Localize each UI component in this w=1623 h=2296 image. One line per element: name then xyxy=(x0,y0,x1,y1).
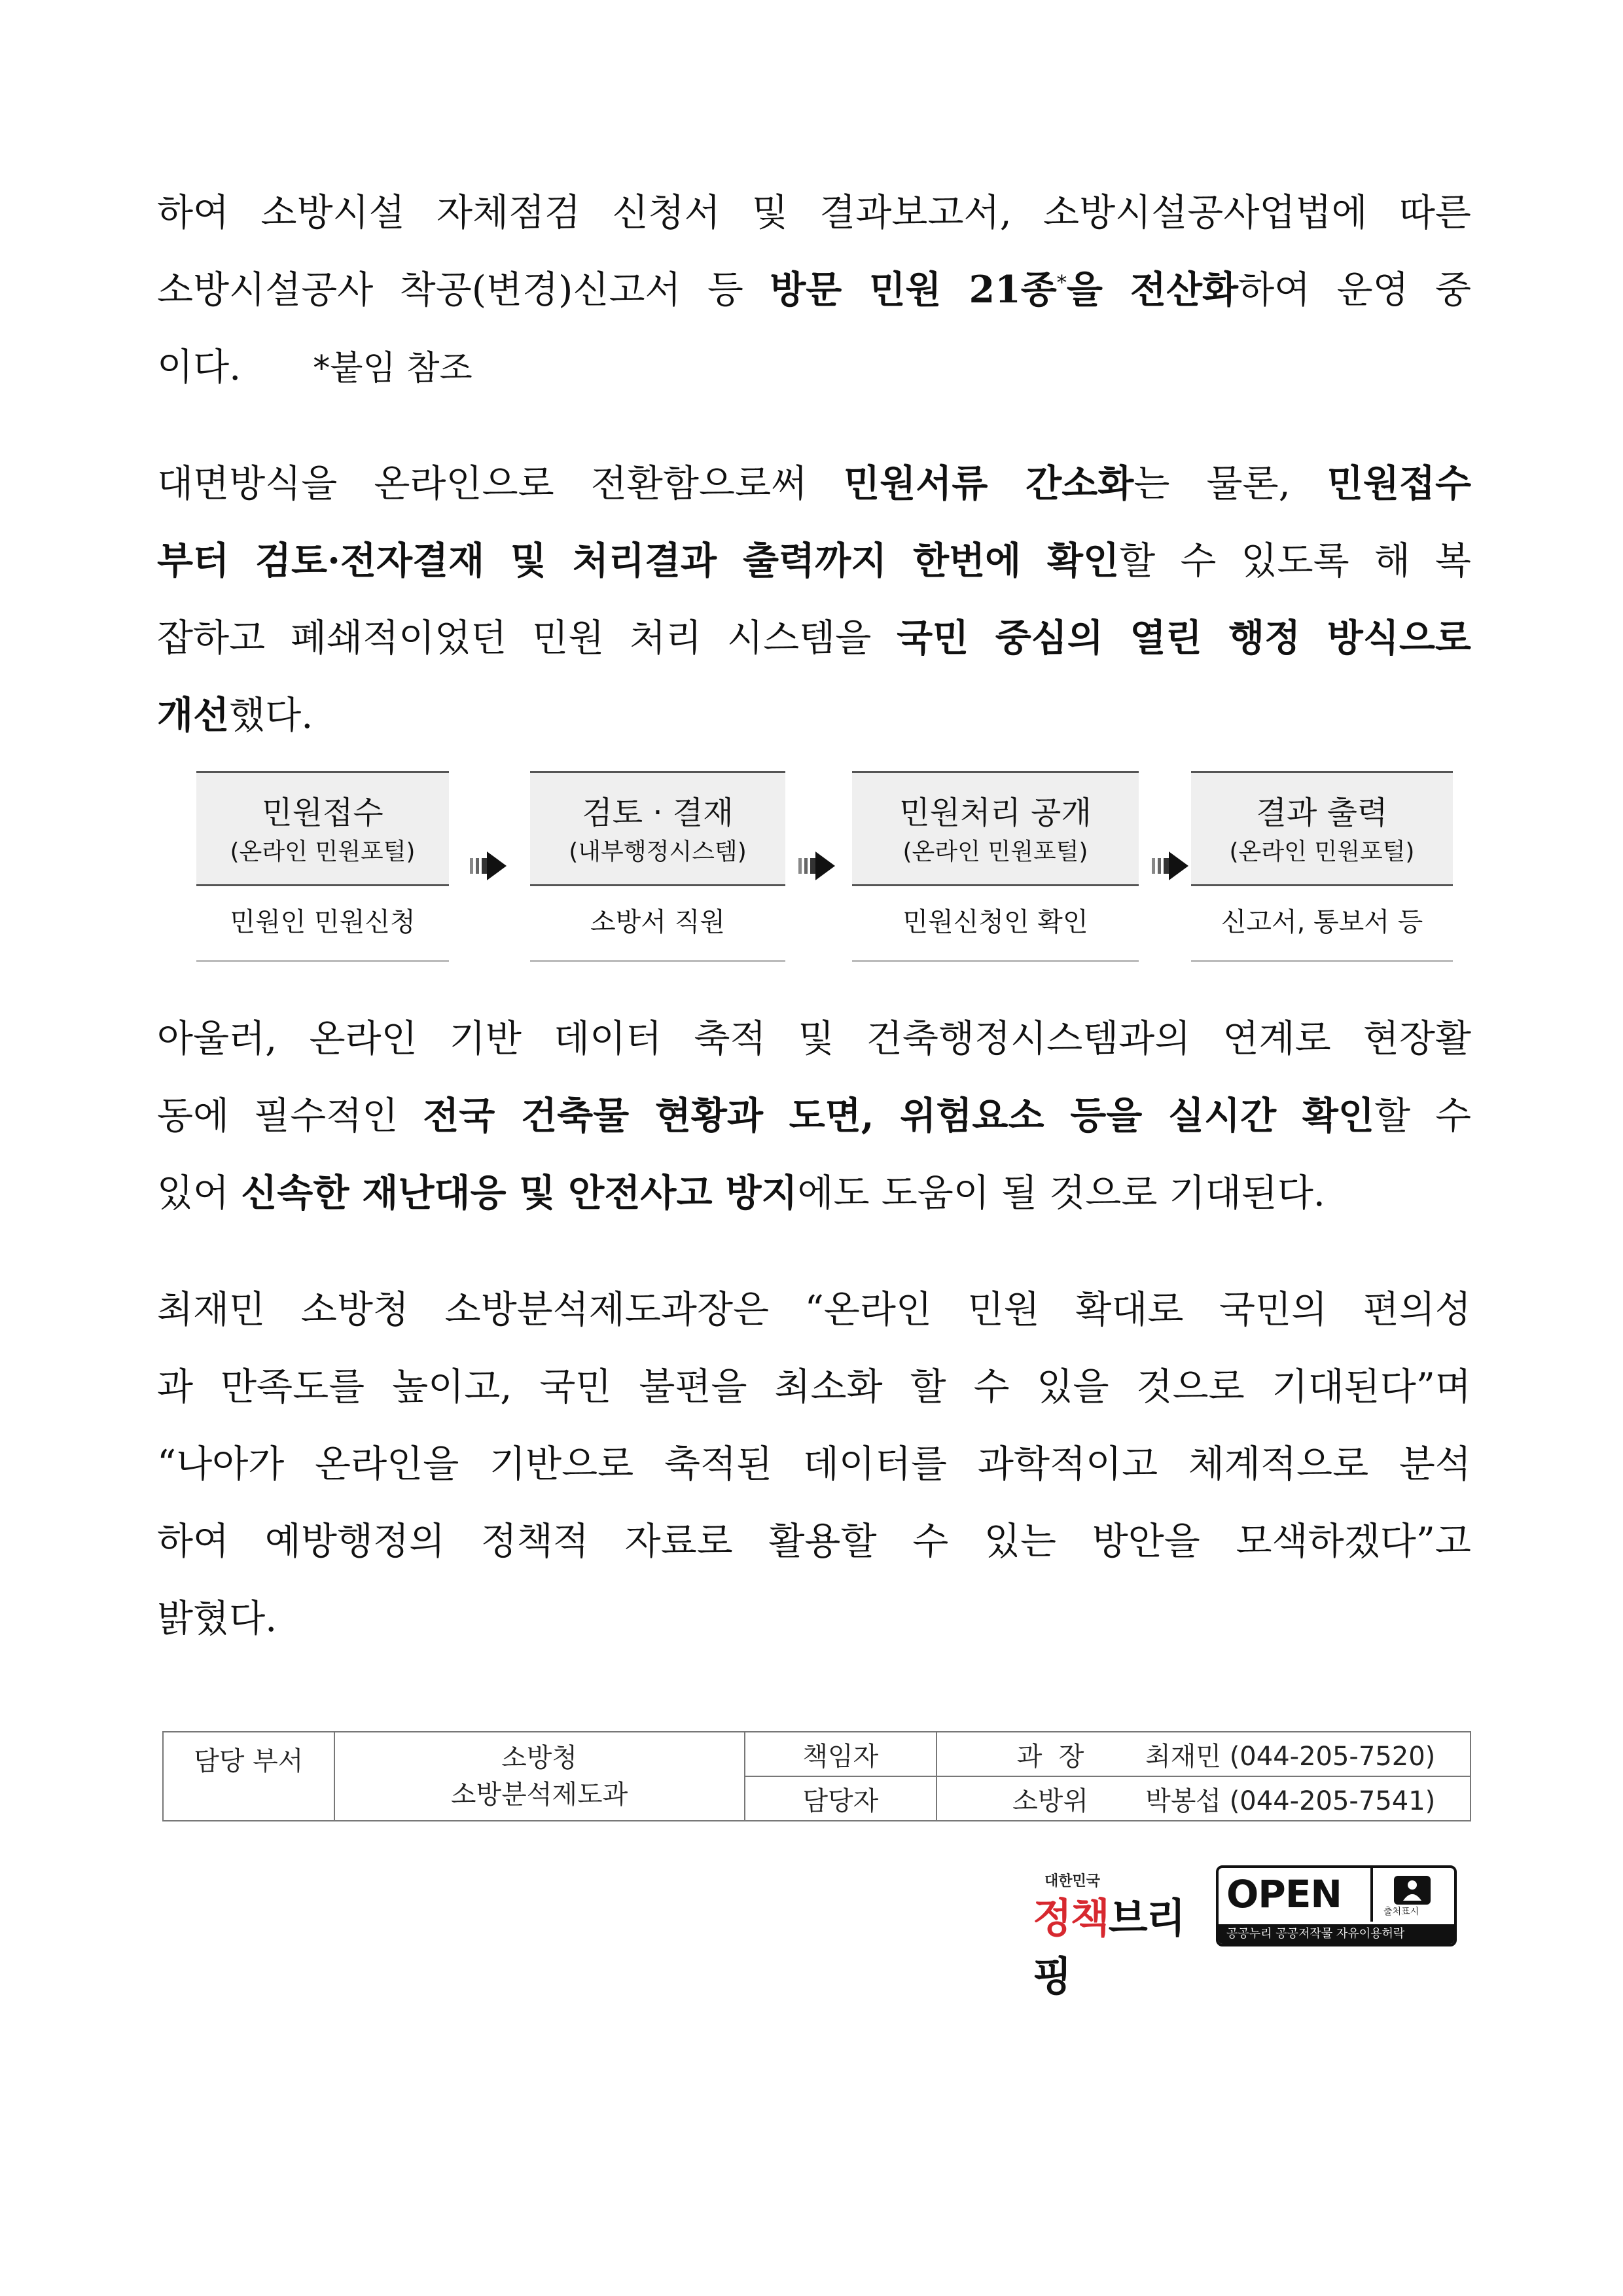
flow-step-subtitle: (내부행정시스템) xyxy=(569,838,747,865)
p3-line-1: 아울러, 온라인 기반 데이터 축적 및 건축행정시스템과의 연계로 현장활 xyxy=(157,1017,1471,1060)
role-cell: 담당자 xyxy=(745,1776,937,1821)
p4-line-4: 하여 예방행정의 정책적 자료로 활용할 수 있는 방안을 모색하겠다”고 xyxy=(157,1520,1471,1563)
flow-step-1 xyxy=(196,771,449,962)
person-name-phone: 최재민 (044-205-7520) xyxy=(1145,1741,1436,1772)
flow-step-subtitle: (온라인 민원포털) xyxy=(1229,838,1415,865)
flow-step-actor: 신고서, 통보서 등 xyxy=(1191,884,1453,962)
logo-big-text: 정책브리핑 xyxy=(1033,1894,1185,2000)
p4-line-1: 최재민 소방청 소방분석제도과장은 “온라인 민원 확대로 국민의 편의성 xyxy=(157,1288,1471,1331)
flow-step-3 xyxy=(852,771,1139,962)
paragraph-1 xyxy=(157,174,1471,407)
policy-briefing-logo xyxy=(1033,1869,1209,2000)
footnote-ref: *붙임 참조 xyxy=(313,349,473,388)
flow-step-subtitle: (온라인 민원포털) xyxy=(230,838,416,865)
license-bar: 공공누리 공공저작물 자유이용허락 xyxy=(1219,1924,1454,1944)
paragraph-2 xyxy=(157,445,1471,754)
kogl-open-license-logo xyxy=(1216,1865,1457,1946)
dept-label-cell: 담당 부서 xyxy=(163,1732,334,1821)
person-cell xyxy=(936,1732,1471,1776)
paragraph-4 xyxy=(157,1271,1471,1657)
p1-line-1: 하여 소방시설 자체점검 신청서 및 결과보고서, 소방시설공사업법에 따른 xyxy=(157,191,1471,234)
p2-line-4: 개선했다. xyxy=(157,693,313,737)
position-label: 과 장 xyxy=(1016,1741,1084,1772)
table-row xyxy=(163,1732,1471,1776)
role-cell: 책임자 xyxy=(745,1732,937,1776)
flow-step-subtitle: (온라인 민원포털) xyxy=(902,838,1088,865)
attribution-label: 출처표시 xyxy=(1383,1907,1419,1917)
p3-line-3: 있어 신속한 재난대응 및 안전사고 방지에도 도움이 될 것으로 기대된다. xyxy=(157,1171,1325,1215)
p4-line-5: 밝혔다. xyxy=(157,1597,277,1640)
p4-line-3: “나아가 온라인을 기반으로 축적된 데이터를 과학적이고 체계적으로 분석 xyxy=(157,1443,1471,1486)
flow-step-title: 검토 · 결재 xyxy=(582,795,734,831)
flow-step-title: 결과 출력 xyxy=(1256,795,1388,831)
flow-step-actor: 소방서 직원 xyxy=(530,884,785,962)
position-label: 소방위 xyxy=(1012,1785,1089,1816)
arrow-right-icon xyxy=(470,846,509,886)
arrow-right-icon xyxy=(798,846,838,886)
flow-step-header xyxy=(196,771,449,886)
p3-line-2: 동에 필수적인 전국 건축물 현황과 도면, 위험요소 등을 실시간 확인할 수 xyxy=(157,1094,1472,1138)
dept-name-cell xyxy=(334,1732,745,1821)
person-name-phone: 박봉섭 (044-205-7541) xyxy=(1145,1785,1436,1816)
contact-table xyxy=(162,1731,1471,1821)
flow-step-actor: 민원인 민원신청 xyxy=(196,884,449,962)
flow-step-title: 민원처리 공개 xyxy=(899,795,1092,831)
arrow-right-icon xyxy=(1152,846,1191,886)
logo-small-text: 대한민국 xyxy=(1044,1873,1101,1890)
open-word: OPEN xyxy=(1226,1872,1342,1916)
flow-step-title: 민원접수 xyxy=(262,795,383,831)
dept-division: 소방분석제도과 xyxy=(450,1780,628,1810)
person-cell xyxy=(936,1776,1471,1821)
paragraph-3 xyxy=(157,1000,1471,1232)
p1-line-3: 이다. *붙임 참조 xyxy=(157,346,473,389)
p2-line-1: 대면방식을 온라인으로 전환함으로써 민원서류 간소화는 물론, 민원접수 xyxy=(157,461,1472,505)
p1-line-2: 소방시설공사 착공(변경)신고서 등 방문 민원 21종*을 전산화하여 운영 중 xyxy=(157,268,1472,312)
flow-step-header xyxy=(530,771,785,886)
p2-line-3: 잡하고 폐쇄적이었던 민원 처리 시스템을 국민 중심의 열린 행정 방식으로 xyxy=(157,616,1471,660)
process-flow-diagram xyxy=(196,771,1433,962)
flow-step-header xyxy=(852,771,1139,886)
p2-line-2: 부터 검토·전자결재 및 처리결과 출력까지 한번에 확인할 수 있도록 해 복 xyxy=(157,539,1471,583)
logo-divider xyxy=(1370,1868,1373,1922)
flow-step-header xyxy=(1191,771,1453,886)
p4-line-2: 과 만족도를 높이고, 국민 불편을 최소화 할 수 있을 것으로 기대된다”며 xyxy=(157,1365,1471,1408)
dept-agency: 소방청 xyxy=(501,1743,578,1773)
flow-step-4 xyxy=(1191,771,1453,962)
flow-step-2 xyxy=(530,771,785,962)
flow-step-actor: 민원신청인 확인 xyxy=(852,884,1139,962)
